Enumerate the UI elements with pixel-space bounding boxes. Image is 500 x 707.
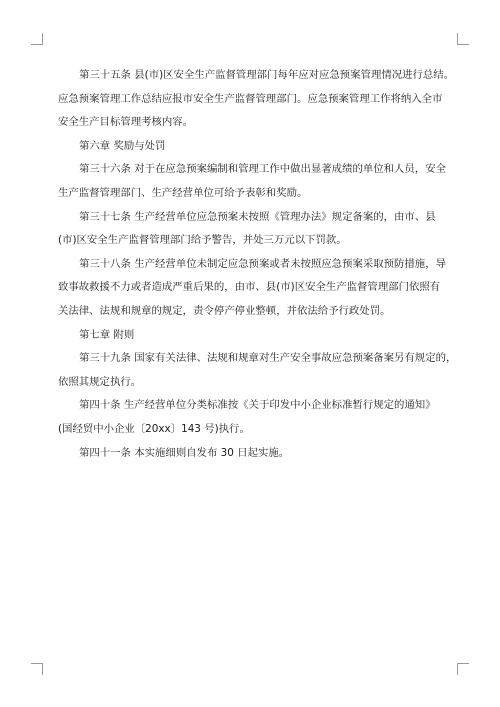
text-line: 第三十六条 对于在应急预案编制和管理工作中做出显著成绩的单位和人员，安全 [79,163,446,176]
text-line: 致事故救援不力或者造成严重后果的，由市、县(市)区安全生产监督管理部门依照有 [58,281,441,294]
text-line: 第三十七条 生产经营单位应急预案未按照《管理办法》规定备案的，由市、县 [79,210,436,223]
text-line: (国经贸中小企业〔20xx〕143 号)执行。 [58,422,250,435]
text-line: 第四十条 生产经营单位分类标准按《关于印发中小企业标准暂行规定的通知》 [79,399,436,412]
crop-mark-bottom-right [457,663,469,675]
crop-mark-bottom-left [31,663,43,675]
text-line: 第七章 附则 [79,328,135,341]
text-line: 第三十五条 县(市)区安全生产监督管理部门每年应对应急预案管理情况进行总结。 [79,69,455,81]
crop-mark-top-left [31,33,43,45]
text-line: 依照其规定执行。 [58,375,142,388]
text-line: 生产监督管理部门、生产经营单位可给予表彰和奖励。 [58,186,308,199]
text-line: 第三十八条 生产经营单位未制定应急预案或者未按照应急预案采取预防措施，导 [79,257,446,270]
text-line: (市)区安全生产监督管理部门给予警告，并处三万元以下罚款。 [58,234,347,247]
text-line: 第三十九条 国家有关法律、法规和规章对生产安全事故应急预案备案另有规定的， [79,352,457,365]
text-line: 应急预案管理工作总结应报市安全生产监督管理部门。应急预案管理工作将纳入全市 [58,92,443,105]
text-line: 安全生产目标管理考核内容。 [58,116,194,129]
text-line: 第四十一条 本实施细则自发布 30 日起实施。 [79,446,290,459]
crop-mark-top-right [457,33,469,45]
text-line: 第六章 奖励与处罚 [79,139,166,152]
text-line: 关法律、法规和规章的规定，责令停产停业整顿，并依法给予行政处罚。 [58,304,391,317]
document-body [58,64,456,465]
